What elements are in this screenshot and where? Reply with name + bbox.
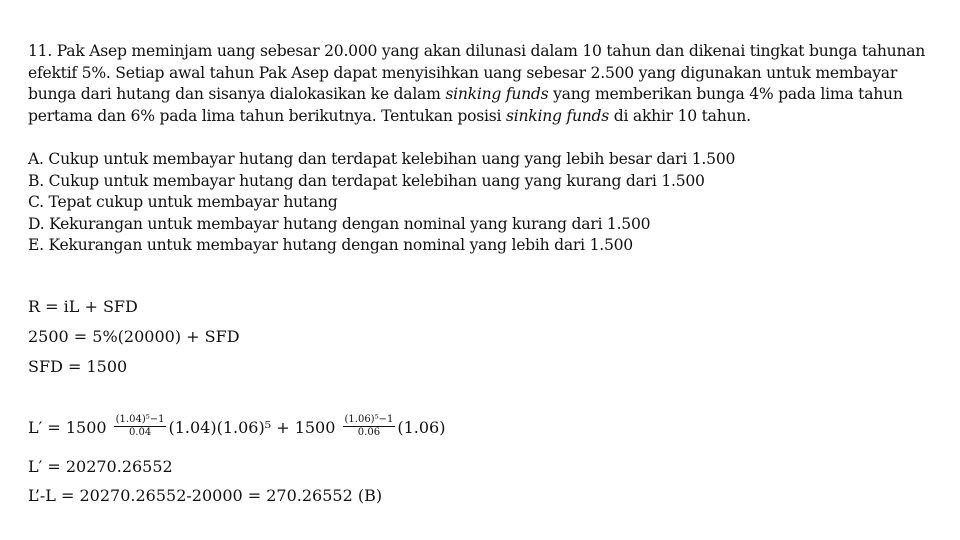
answer-options — [28, 149, 735, 257]
fraction-1-numerator: (1.04)⁵−1 — [115, 414, 165, 425]
option-e: E. Kekurangan untuk membayar hutang dengan nominal yang lebih dari 1.500 — [28, 236, 633, 254]
question-italic-2: sinking funds — [505, 106, 610, 125]
option-a: A. Cukup untuk membayar hutang dan terdapat kelebihan uang yang lebih besar dari 1.500 — [28, 150, 736, 168]
equation-3: SFD = 1500 — [28, 357, 128, 376]
question-part-3: di akhir 10 tahun. — [609, 106, 751, 125]
fraction-2 — [343, 414, 396, 439]
equation-4-lhs: L′ = 1500 — [28, 418, 107, 437]
option-c: C. Tepat cukup untuk membayar hutang — [28, 193, 338, 211]
option-b: B. Cukup untuk membayar hutang dan terdapat kelebihan uang yang kurang dari 1.500 — [28, 171, 705, 190]
option-d: D. Kekurangan untuk membayar hutang dengan nominal yang kurang dari 1.500 — [28, 214, 651, 233]
fraction-2-denominator: 0.06 — [357, 427, 381, 438]
equation-5: L′ = 20270.26552 — [28, 457, 173, 476]
question-italic-1: sinking funds — [445, 85, 549, 103]
equation-4-middle: (1.04)(1.06)⁵ + 1500 — [168, 418, 336, 437]
question-part-2: yang memberikan bunga 4% pada lima tahun pertama dan 6% pada lima tahun berikutnya. Tentukan posisi — [28, 85, 903, 125]
fraction-1-denominator: 0.04 — [128, 427, 152, 438]
equation-4 — [28, 416, 445, 441]
fraction-2-numerator: (1.06)⁵−1 — [344, 414, 394, 425]
equation-2: 2500 = 5%(20000) + SFD — [28, 327, 240, 346]
equation-6: L’-L = 20270.26552-20000 = 270.26552 (B) — [28, 486, 383, 505]
equation-4-tail: (1.06) — [397, 418, 446, 437]
equation-1: R = iL + SFD — [28, 297, 138, 316]
fraction-1 — [114, 414, 167, 439]
question-text — [28, 41, 933, 127]
question-part-1: 11. Pak Asep meminjam uang sebesar 20.000 yang akan dilunasi dalam 10 tahun dan dikenai tingkat bunga tahunan efektif 5%. Setiap awal tahun Pak Asep dapat menyisihkan uang sebesar 2.500 yang digunakan untuk membayar bunga dari hutang dan sisanya dialokasikan ke dalam — [28, 42, 926, 103]
